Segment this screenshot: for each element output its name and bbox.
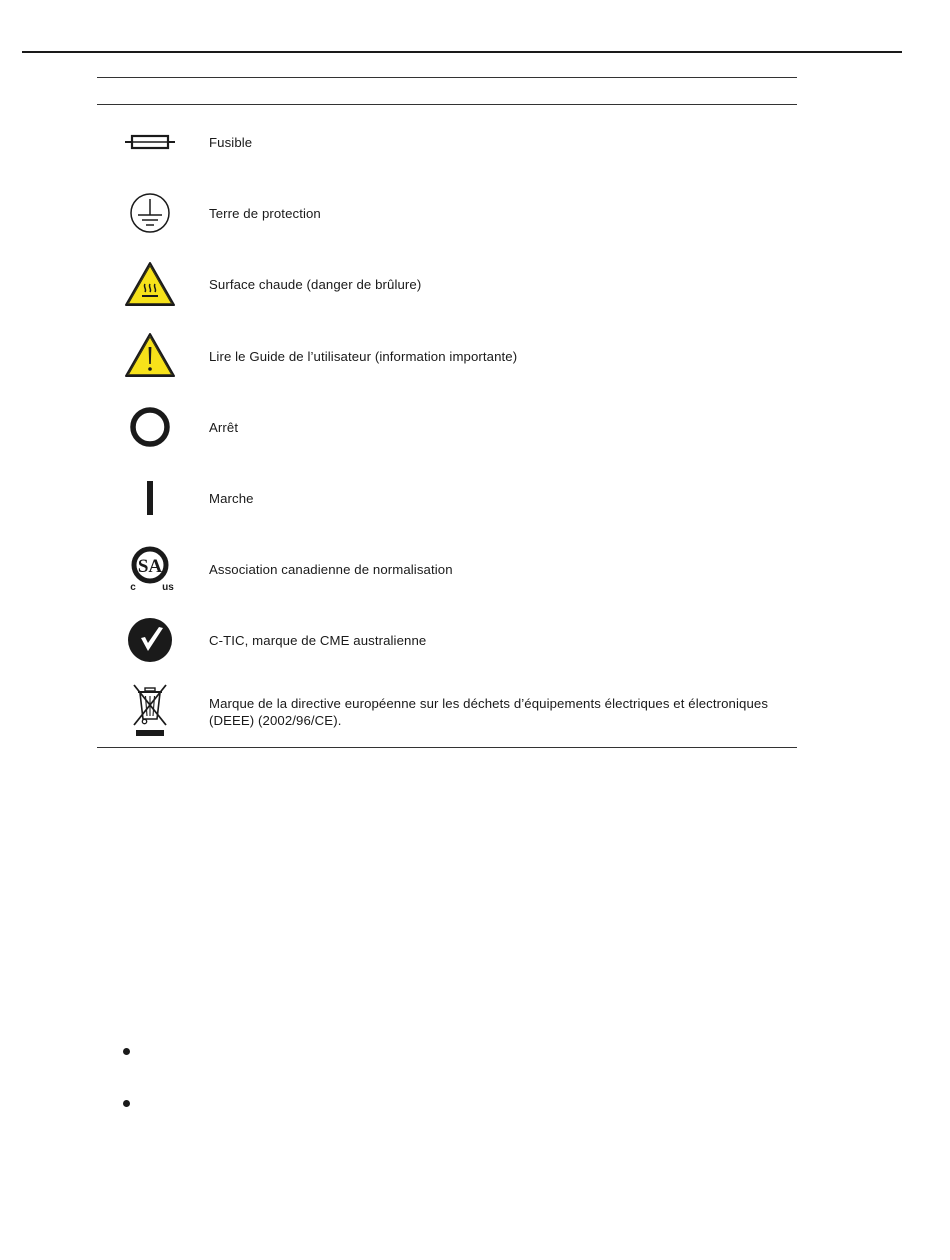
row-label: Lire le Guide de l’utilisateur (information importante) [209, 349, 518, 364]
table-row-csa [97, 541, 797, 597]
svg-text:c: c [130, 582, 136, 593]
svg-text:SA: SA [137, 556, 163, 577]
row-label: Fusible [209, 135, 253, 150]
list-bullet [123, 1048, 130, 1055]
hot-surface-warning-icon [117, 256, 183, 312]
row-label: Marque de la directive européenne sur les déchets d’équipements électriques et électroniques (DEEE) (2002/96/CE). [209, 696, 769, 728]
table-top-rule [97, 77, 797, 78]
table-row-protective-earth [97, 185, 797, 241]
row-label: Surface chaude (danger de brûlure) [209, 277, 422, 292]
c-tick-mark-icon [117, 612, 183, 668]
weee-crossed-bin-icon [117, 680, 183, 740]
table-row-power-on [97, 470, 797, 526]
fuse-icon [117, 114, 183, 170]
power-on-icon [117, 470, 183, 526]
table-row-caution [97, 327, 797, 383]
table-header-rule [97, 104, 797, 105]
table-row-weee [97, 680, 797, 740]
row-label: C-TIC, marque de CME australienne [209, 633, 427, 648]
page-header-rule [22, 51, 902, 53]
caution-exclamation-icon [117, 327, 183, 383]
table-row-power-off [97, 399, 797, 455]
svg-text:us: us [162, 582, 174, 593]
protective-earth-icon [117, 185, 183, 241]
row-label: Association canadienne de normalisation [209, 562, 453, 577]
table-row-fuse [97, 114, 797, 170]
table-row-hot-surface [97, 256, 797, 312]
csa-mark-icon [117, 541, 183, 597]
list-bullet [123, 1100, 130, 1107]
row-label: Arrêt [209, 420, 239, 435]
table-bottom-rule [97, 747, 797, 748]
row-label: Marche [209, 491, 254, 506]
table-row-c-tick [97, 612, 797, 668]
power-off-icon [117, 399, 183, 455]
row-label: Terre de protection [209, 206, 321, 221]
